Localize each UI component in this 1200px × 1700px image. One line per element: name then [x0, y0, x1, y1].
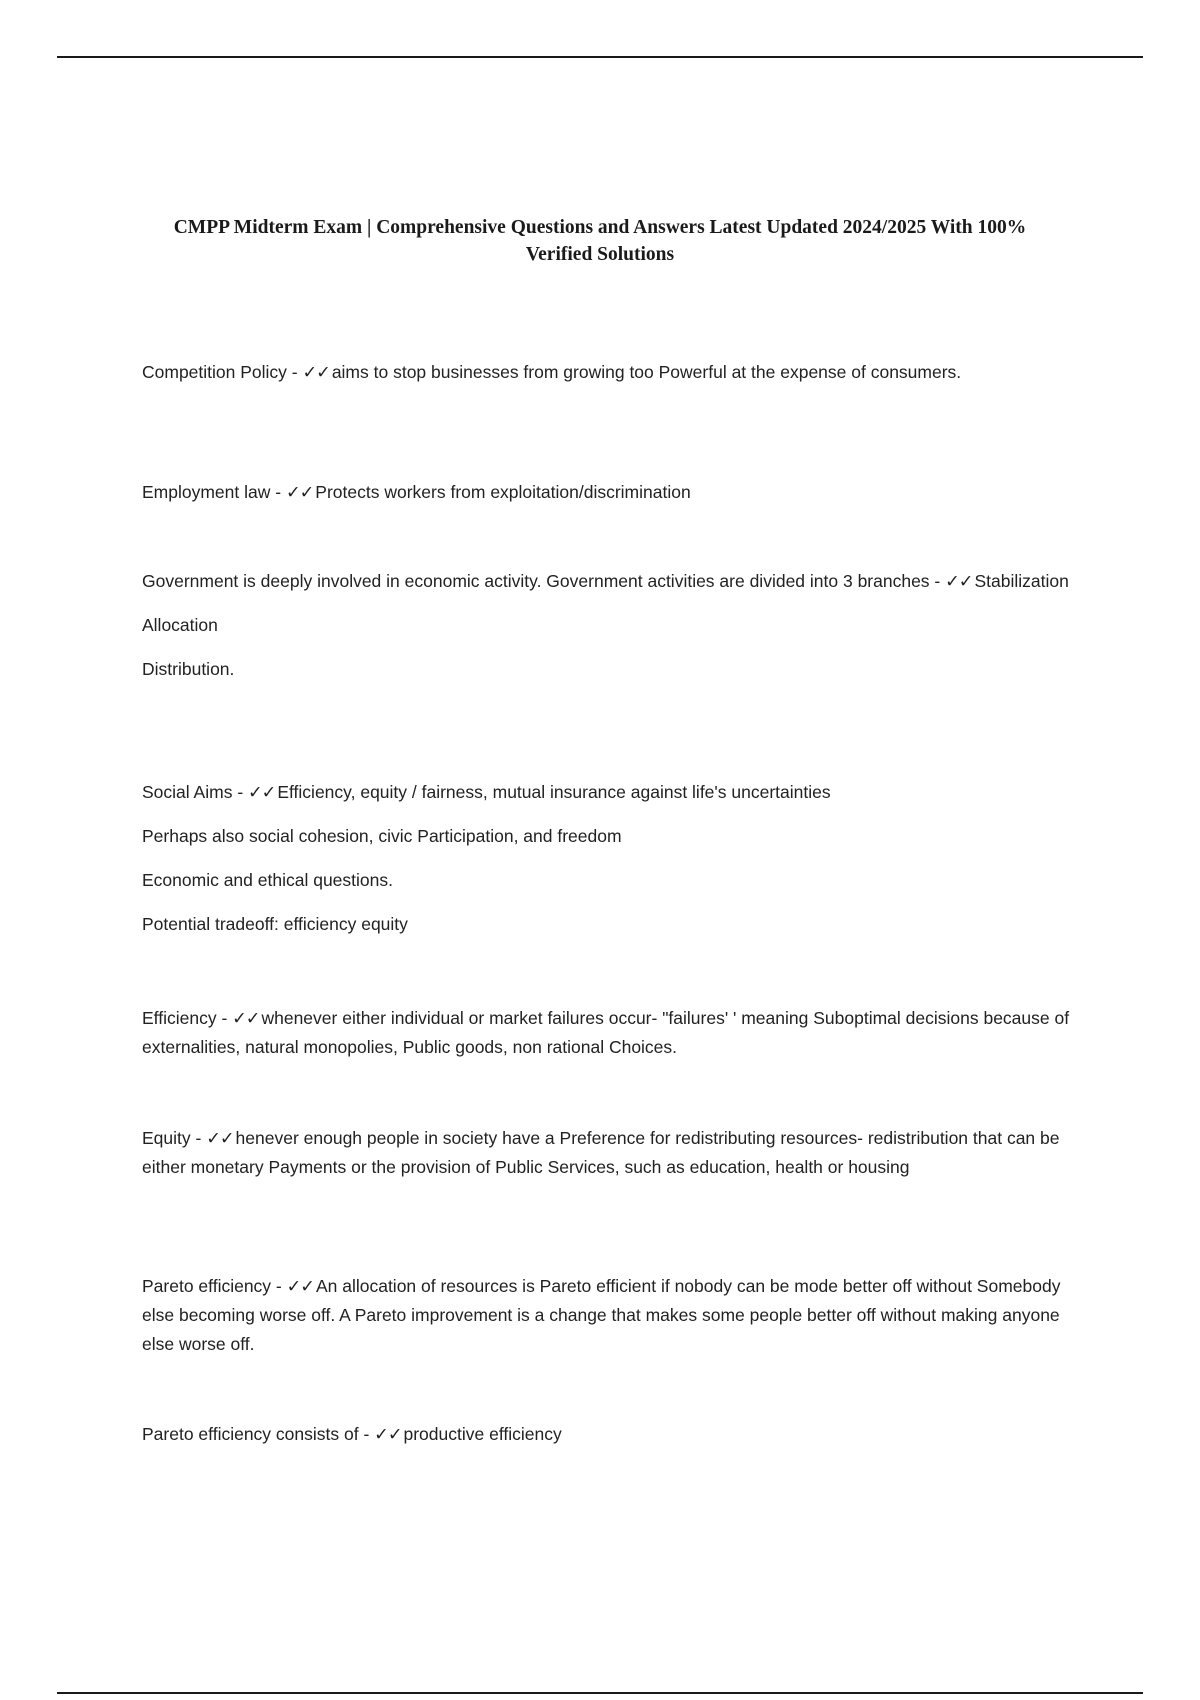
qa-term: Pareto efficiency consists of	[142, 1424, 359, 1444]
check-marks-icon: ✓✓	[945, 571, 973, 591]
check-marks-icon: ✓✓	[206, 1128, 234, 1148]
qa-item	[142, 358, 1082, 387]
qa-term: Equity	[142, 1128, 191, 1148]
qa-item	[142, 1124, 1082, 1182]
check-marks-icon: ✓✓	[248, 782, 276, 802]
qa-item	[142, 1420, 1082, 1449]
check-marks-icon: ✓✓	[286, 1276, 314, 1296]
qa-answer: aims to stop businesses from growing too Powerful at the expense of consumers.	[331, 362, 962, 382]
qa-line	[142, 567, 1082, 596]
qa-answer: An allocation of resources is Pareto efficient if nobody can be mode better off without Somebody else becoming worse off. A Pareto improvement is a change that makes some people better off without making anyone else worse off.	[142, 1276, 1061, 1354]
qa-answer: henever enough people in society have a Preference for redistributing resources- redistribution that can be either monetary Payments or the provision of Public Services, such as education, health or housing	[142, 1128, 1060, 1177]
document-title: CMPP Midterm Exam | Comprehensive Questions and Answers Latest Updated 2024/2025 With 100% Verified Solutions	[173, 217, 1027, 265]
qa-line	[142, 1124, 1082, 1182]
qa-separator: -	[216, 1008, 233, 1028]
check-marks-icon: ✓✓	[374, 1424, 402, 1444]
qa-line	[142, 1004, 1082, 1062]
qa-item	[142, 1272, 1082, 1359]
qa-item	[142, 567, 1082, 684]
qa-extra-line: Perhaps also social cohesion, civic Participation, and freedom	[142, 826, 622, 846]
qa-item	[142, 778, 1082, 939]
qa-line	[142, 478, 1082, 507]
qa-term: Pareto efficiency	[142, 1276, 272, 1296]
qa-separator: -	[271, 1276, 287, 1296]
top-rule	[57, 56, 1143, 58]
qa-separator: -	[358, 1424, 375, 1444]
qa-term: Employment law	[142, 482, 271, 502]
qa-term: Government is deeply involved in economic activity. Government activities are divided into 3 branches	[142, 571, 930, 591]
qa-answer: productive efficiency	[403, 1424, 562, 1444]
qa-line	[142, 358, 1082, 387]
qa-extra-line: Allocation	[142, 615, 218, 635]
qa-line	[142, 778, 1082, 807]
qa-extra-line: Distribution.	[142, 659, 235, 679]
qa-separator: -	[190, 1128, 207, 1148]
qa-extra-line: Economic and ethical questions.	[142, 870, 393, 890]
bottom-rule	[57, 1692, 1143, 1694]
qa-answer: Protects workers from exploitation/discrimination	[315, 482, 691, 502]
check-marks-icon: ✓✓	[232, 1008, 260, 1028]
qa-answer: Efficiency, equity / fairness, mutual insurance against life's uncertainties	[277, 782, 831, 802]
qa-extra-line: Potential tradeoff: efficiency equity	[142, 914, 408, 934]
qa-term: Competition Policy	[142, 362, 287, 382]
check-marks-icon: ✓✓	[302, 362, 330, 382]
qa-item	[142, 478, 1082, 507]
qa-answer: whenever either individual or market failures occur- "failures' ' meaning Suboptimal decisions because of externalities, natural monopolies, Public goods, non rational Choices.	[142, 1008, 1070, 1057]
qa-separator: -	[270, 482, 286, 502]
qa-term: Efficiency	[142, 1008, 217, 1028]
qa-answer: Stabilization	[974, 571, 1069, 591]
qa-separator: -	[232, 782, 249, 802]
qa-item	[142, 1004, 1082, 1062]
check-marks-icon: ✓✓	[285, 482, 314, 502]
qa-line	[142, 1272, 1082, 1359]
qa-separator: -	[286, 362, 303, 382]
qa-separator: -	[929, 571, 946, 591]
qa-term: Social Aims	[142, 782, 233, 802]
qa-line	[142, 1420, 1082, 1449]
